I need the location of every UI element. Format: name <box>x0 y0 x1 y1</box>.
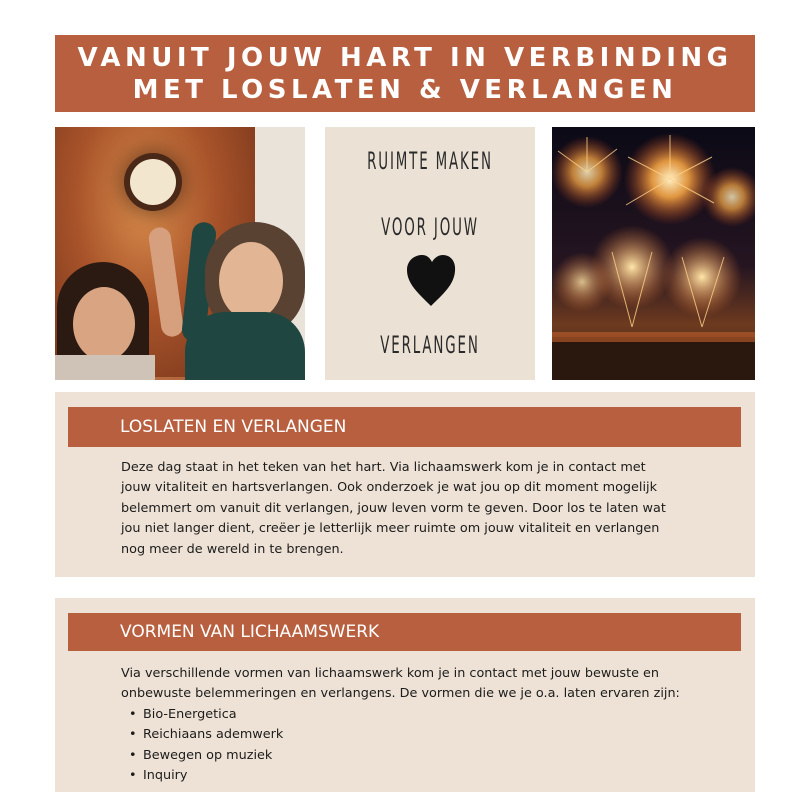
heart-icon <box>405 254 457 308</box>
photo-two-women <box>55 127 305 380</box>
fireworks-graphic <box>552 127 755 380</box>
section-1-line: Deze dag staat in het teken van het hart. Via lichaamswerk kom je in contact met <box>121 460 646 475</box>
quote-line-2: VOOR JOUW <box>381 213 479 241</box>
list-item: • Bewegen op muziek <box>143 746 721 766</box>
section-1-body <box>121 458 721 560</box>
quote-card <box>325 127 535 380</box>
list-item: • Bio-Energetica <box>143 705 721 725</box>
quote-line-3: VERLANGEN <box>380 331 480 359</box>
section-1-line: belemmert om vanuit dit verlangen, jouw leven vorm te geven. Door los te laten wat <box>121 500 666 516</box>
section-2-line: onbewuste belemmeringen en verlangens. De vormen die we je o.a. laten ervaren zijn: <box>121 686 680 702</box>
section-1-line: jou niet langer dient, creëer je letterlijk meer ruimte om jouw vitaliteit en verlangen <box>121 521 660 537</box>
quote-line-1: RUIMTE MAKEN <box>367 147 493 175</box>
bullet-list <box>121 705 721 787</box>
title-banner <box>55 35 755 112</box>
section-2-heading: VORMEN VAN LICHAAMSWERK <box>68 613 741 651</box>
title-line-2: MET LOSLATEN & VERLANGEN <box>132 74 678 105</box>
section-1-heading: LOSLATEN EN VERLANGEN <box>68 407 741 447</box>
list-item: • Reichiaans ademwerk <box>143 725 721 745</box>
section-1-line: nog meer de wereld in te brengen. <box>121 541 344 557</box>
section-2-line: Via verschillende vormen van lichaamswerk kom je in contact met jouw bewuste en <box>121 666 660 681</box>
fireworks-photo <box>552 127 755 380</box>
title-line-1: VANUIT JOUW HART IN VERBINDING <box>77 42 733 73</box>
section-1-line: jouw vitaliteit en hartsverlangen. Ook onderzoek je wat jou op dit moment mogelijk <box>121 480 657 496</box>
list-item: • Inquiry <box>143 766 721 786</box>
section-loslaten-en-verlangen <box>55 392 755 577</box>
section-2-body <box>121 664 721 786</box>
section-vormen-van-lichaamswerk <box>55 598 755 792</box>
